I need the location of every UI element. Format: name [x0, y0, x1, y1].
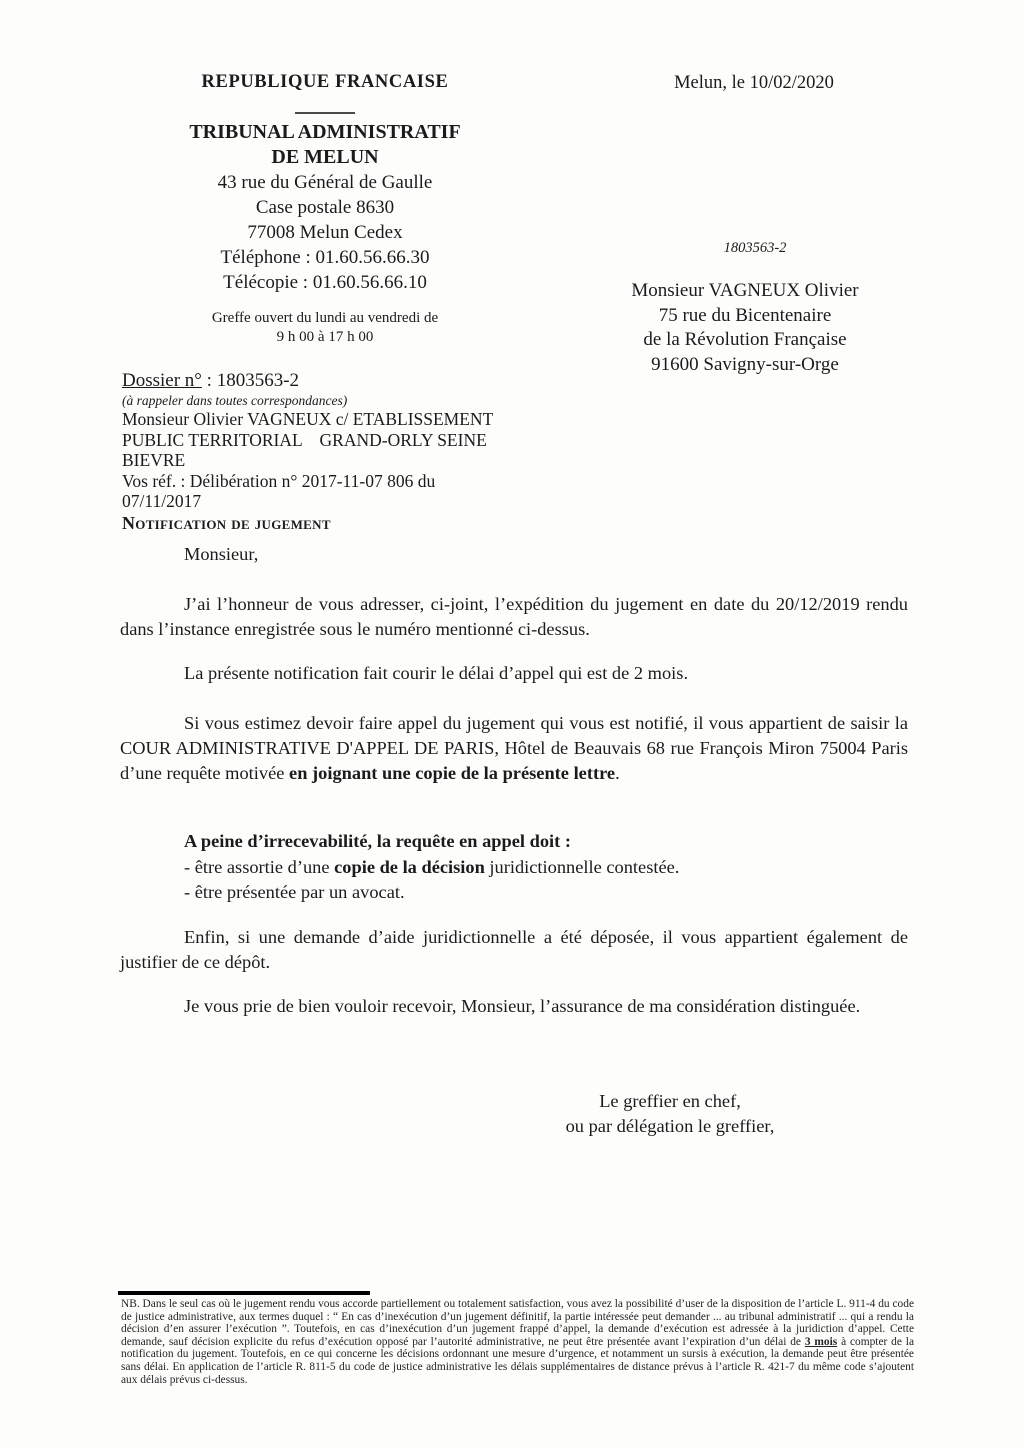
signature-delegation: ou par délégation le greffier, [565, 1116, 775, 1137]
court-po-box: Case postale 8630 [255, 197, 395, 218]
court-name-line2: DE MELUN [271, 146, 379, 168]
appeal-instructions-period: . [615, 762, 620, 783]
footnote-delay-bold: 3 mois [804, 1335, 838, 1348]
paragraph-closing: Je vous prie de bien vouloir recevoir, Monsieur, l’assurance de ma considération distinguée. [184, 996, 861, 1016]
case-parties-line3: BIEVRE [122, 450, 186, 471]
letterhead-divider [295, 112, 355, 114]
case-parties-line2: PUBLIC TERRITORIAL GRAND-ORLY SEINE [122, 429, 487, 450]
footnote [118, 1291, 914, 1386]
footnote-post: à compter de la notification du jugement. Toutefois, en ce qui concerne les décisions ordonnant une mesure d’urgence, et notamment un sursis à exécution, la demande peut être présentée sans délai. En application de l’article R. 811-5 du code de justice administrative les délais supplémentaires de distance prévus à l’article R. 421-7 du même code s’ajoutent aux délais prévus ci-dessus. [121, 1335, 914, 1386]
paragraph-judgment-copy: J’ai l’honneur de vous adresser, ci-joint, l’expédition du jugement en date du 20/12/2019 rendu dans l’instance enregistrée sous le numéro mentionné ci-dessus. [120, 594, 908, 639]
paragraph-appeal-delay: La présente notification fait courir le délai d’appel qui est de 2 mois. [184, 663, 689, 683]
recipient-street: 75 rue du Bicentenaire [658, 304, 832, 326]
dossier-separator: : [201, 370, 217, 391]
paragraph-appeal-instructions [120, 711, 908, 785]
recipient-address [548, 279, 942, 377]
recipient-street2: de la Révolution Française [643, 329, 847, 351]
reference-number: 1803563-2 [723, 240, 787, 256]
recipient-city: 91600 Savigny-sur-Orge [651, 353, 839, 375]
republic-title: REPUBLIQUE FRANCAISE [201, 72, 449, 92]
appeal-instructions-text: Si vous estimez devoir faire appel du jugement qui vous est notifié, il vous appartient de saisir la COUR ADMINISTRATIVE D'APPEL DE PARIS, Hôtel de Beauvais 68 rue François Miron 75004 Paris d’une requête motivée [120, 713, 908, 783]
footnote-text [118, 1298, 914, 1386]
bullet1-bold: copie de la décision [334, 857, 485, 877]
case-parties-line1: Monsieur Olivier VAGNEUX c/ ETABLISSEMENT [122, 409, 494, 429]
letterhead [99, 70, 551, 347]
dossier-label: Dossier n° [122, 370, 202, 391]
court-city: 77008 Melun Cedex [247, 222, 403, 243]
footnote-pre: NB. Dans le seul cas où le jugement rendu vous accorde partiellement ou totalement satisfaction, vous avez la possibilité d’user de la disposition de l’article L. 911-4 du code de justice administrative, aux termes duquel : “ En cas d’inexécution d’un jugement définitif, la partie intéressée peut demander ... au tribunal administratif ... qui a rendu la décision d’en assurer l’exécution ”. Toutefois, en cas d’inexécution d’un jugement frappé d’appel, la demande d’exécution est adressée à la juridiction d’appel. Cette demande, sauf décision explicite du refus d’exécution opposé par l’autorité administrative, ne peut être présentée avant l’expiration d’un délai de [121, 1298, 914, 1348]
bullet-decision-copy [120, 855, 908, 880]
your-reference-line1: Vos réf. : Délibération n° 2017-11-07 806 du [122, 470, 436, 491]
signature-title: Le greffier en chef, [599, 1091, 741, 1111]
date-line: Melun, le 10/02/2020 [674, 73, 834, 93]
court-fax: Télécopie : 01.60.56.66.10 [223, 272, 427, 293]
registry-hours [99, 309, 551, 347]
registry-hours-line1: Greffe ouvert du lundi au vendredi de [211, 310, 439, 326]
bullet1-post: juridictionnelle contestée. [484, 857, 680, 877]
recipient-name: Monsieur VAGNEUX Olivier [631, 280, 859, 301]
footnote-rule [118, 1291, 370, 1295]
salutation: Monsieur, [184, 544, 259, 564]
registry-hours-line2: 9 h 00 à 17 h 00 [276, 329, 374, 345]
bullet1-pre: - être assortie d’une [184, 857, 335, 877]
appeal-instructions-bold: en joignant une copie de la présente lettre [289, 762, 616, 783]
admissibility-heading: A peine d’irrecevabilité, la requête en appel doit : [184, 831, 572, 851]
bullet-lawyer: - être présentée par un avocat. [184, 882, 405, 902]
court-phone: Téléphone : 01.60.56.66.30 [220, 247, 430, 268]
paragraph-legal-aid: Enfin, si une demande d’aide juridictionnelle a été déposée, il vous appartient également de justifier de ce dépôt. [120, 927, 908, 972]
your-reference-line2: 07/11/2017 [122, 491, 202, 512]
court-name-line1: TRIBUNAL ADMINISTRATIF [189, 121, 461, 143]
dossier-number-line [122, 369, 502, 393]
subject-line: Notification de jugement [122, 512, 331, 533]
dossier-note: (à rappeler dans toutes correspondances) [122, 393, 348, 408]
dossier-number: 1803563-2 [216, 370, 300, 391]
case-block [122, 369, 502, 534]
court-street: 43 rue du Général de Gaulle [217, 172, 433, 193]
signature-block [420, 1089, 920, 1140]
